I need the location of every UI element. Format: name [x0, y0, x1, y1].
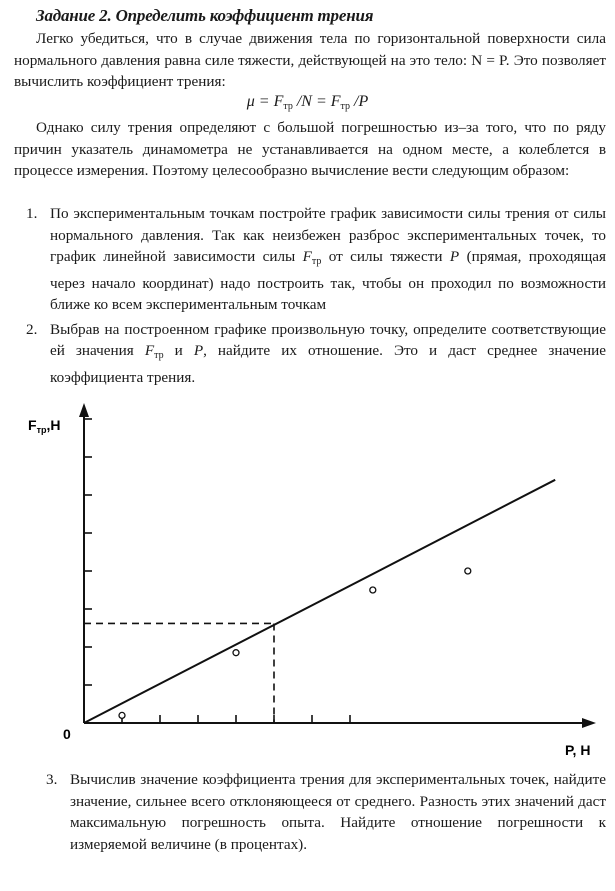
y-ticks [84, 395, 92, 685]
step-3 [46, 769, 606, 855]
origin-label: 0 [63, 726, 71, 742]
data-point [465, 568, 471, 574]
step-number: 3. [46, 771, 58, 788]
step-text: (прямая, проходящая через начало координат) надо построить так, чтобы он проходил по возможности ближе ко всем экспериментальным точкам [50, 248, 606, 313]
steps-list [26, 203, 606, 388]
x-ticks [122, 715, 350, 723]
var-p: P [193, 342, 204, 359]
step-text: По экспериментальным точкам постройте график зависимости силы трения от силы нормального давления. Так как неизбежен разброс экспериментальных точек, то график линейной зависимости силы [50, 205, 606, 265]
y-label-main: F [28, 417, 37, 433]
formula-part-mu: μ = F [246, 93, 284, 110]
x-axis-arrow [582, 718, 596, 728]
step-number: 1. [26, 205, 38, 222]
step-2 [26, 319, 606, 389]
data-point [370, 587, 376, 593]
var-p: P [449, 248, 460, 265]
y-axis-label [28, 417, 60, 435]
task-title: Задание 2. Определить коэффициент трения [36, 6, 374, 25]
step-text: Вычислив значение коэффициента трения для экспериментальных точек, найдите значение, сильнее всего отклоняющееся от среднего. Разность этих значений даст максимальную погрешность опыта. Найдите отношение погрешности к измеряемой величине (в процентах). [70, 771, 606, 853]
var-f: F [144, 342, 155, 359]
step-text: и [163, 342, 194, 359]
fit-line [84, 480, 555, 723]
step-text: от силы тяжести [321, 248, 450, 265]
formula-part-end: /P [350, 93, 369, 110]
var-f-sub: тр [311, 256, 322, 267]
formula-part-mid: /N = F [292, 93, 341, 110]
y-axis-arrow [79, 403, 89, 417]
formula-sub-2: тр [340, 101, 351, 112]
intro-paragraph: Легко убедиться, что в случае движения тела по горизонтальной поверхности сила нормального давления равна силе тяжести, действующей на это тело: N = P. Это позволяет вычислить коэффициент трения: [14, 30, 606, 90]
step-number: 2. [26, 320, 38, 338]
y-label-unit: ,Н [46, 417, 61, 433]
y-label-sub: тр [36, 425, 47, 435]
steps-list-continued [46, 769, 606, 855]
method-paragraph: Однако силу трения определяют с большой погрешностью из–за того, что по ряду причин указатель динамометра не устанавливается на одном месте, а колеблется в процессе измерения. Поэтому целесообразно вычисление вести следующим образом: [14, 119, 606, 179]
data-points [119, 568, 471, 718]
data-point [233, 650, 239, 656]
friction-graph [0, 395, 615, 765]
formula-sub-1: тр [283, 101, 293, 112]
x-axis-label: P, Н [565, 742, 591, 758]
step-1 [26, 203, 606, 316]
var-f: F [302, 248, 312, 265]
step-text: , найдите их отношение. Это и даст среднее значение коэффициента трения. [50, 342, 606, 386]
data-point [119, 712, 125, 718]
step-text: Выбрав на построенном графике произвольную точку, определите соответствующие ей значения [50, 320, 606, 359]
svg-text:Fтр,Н [28, 417, 60, 435]
friction-formula [0, 93, 615, 112]
var-f-sub: тр [154, 350, 164, 361]
